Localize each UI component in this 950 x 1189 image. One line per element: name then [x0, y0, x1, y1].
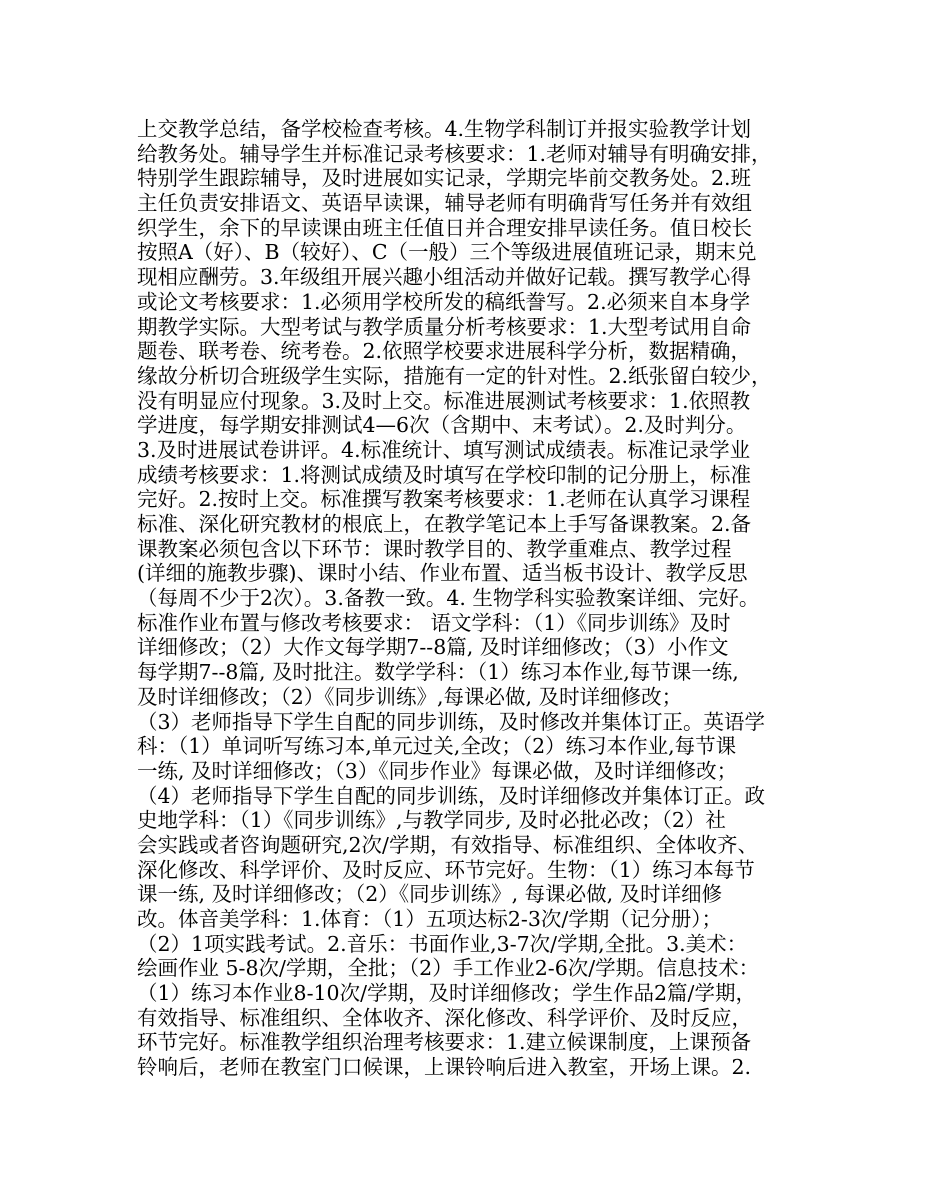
text-line: （2）1项实践考试。2.音乐：书面作业,3-7次/学期,全批。3.美术：: [137, 931, 748, 956]
text-line: 完好。2.按时上交。标准撰写教案考核要求：1.老师在认真学习课程: [137, 487, 751, 512]
document-body: [137, 117, 827, 1080]
text-line: 史地学科：（1）《同步训练》,与教学同步, 及时必批必改；（2）社: [137, 808, 726, 833]
text-line: 3.及时进展试卷讲评。4.标准统计、填写测试成绩表。标准记录学业: [137, 437, 751, 462]
text-line: 铃响后，老师在教室门口候课，上课铃响后进入教室，开场上课。2.: [137, 1055, 752, 1080]
text-line: 或论文考核要求：1.必须用学校所发的稿纸誊写。2.必须来自本身学: [137, 289, 751, 314]
text-line: 缘故分析切合班级学生实际，措施有一定的针对性。2.纸张留白较少，: [137, 363, 772, 388]
text-line: 绘画作业 5-8次/学期，全批；（2）手工作业2-6次/学期。信息技术：: [137, 956, 760, 981]
text-line: 课教案必须包含以下环节：课时教学目的、教学重难点、教学过程: [137, 536, 732, 561]
text-line: 标准、深化研究教材的根底上，在教学笔记本上手写备课教案。2.备: [137, 512, 752, 536]
text-line: (详细的施教步骤)、课时小结、作业布置、适当板书设计、教学反思: [137, 561, 748, 586]
text-line: 期教学实际。大型考试与教学质量分析考核要求：1.大型考试用自命: [137, 314, 752, 339]
text-line: 科：（1）单词听写练习本,单元过关,全改；（2）练习本作业,每节课: [137, 734, 737, 759]
text-line: 课一练, 及时详细修改；（2）《同步训练》, 每课必做, 及时详细修: [137, 882, 723, 907]
text-line: 一练, 及时详细修改；（3）《同步作业》每课必做，及时详细修改；: [137, 758, 738, 783]
text-line: 详细修改；（2）大作文每学期7--8篇, 及时详细修改；（3）小作文: [137, 635, 729, 660]
text-line: 织学生，余下的早读课由班主任值日并合理安排早读任务。值日校长: [137, 215, 752, 240]
text-line: 有效指导、标准组织、全体收齐、深化修改、科学评价、及时反应，: [137, 1005, 752, 1030]
text-line: 及时详细修改；（2）《同步训练》,每课必做, 及时详细修改；: [137, 684, 683, 709]
text-line: 给教务处。辅导学生并标准记录考核要求：1.老师对辅导有明确安排，: [137, 141, 772, 166]
text-line: 每学期7--8篇, 及时批注。数学学科：（1）练习本作业,每节课一练,: [137, 660, 739, 685]
text-line: （1）练习本作业8-10次/学期，及时详细修改；学生作品2篇/学期，: [137, 981, 756, 1006]
text-line: 学进度，每学期安排测试4—6次（含期中、末考试）。2.及时判分。: [137, 413, 747, 438]
text-line: 标准作业布置与修改考核要求： 语文学科：（1）《同步训练》及时: [137, 610, 731, 635]
text-line: （每周不少于2次）。3.备教一致。4. 生物学科实验教案详细、完好。: [137, 586, 760, 611]
text-line: 现相应酬劳。3.年级组开展兴趣小组活动并做好记载。撰写教学心得: [137, 265, 752, 290]
text-line: 深化修改、科学评价、及时反应、环节完好。生物：（1）练习本每节: [137, 857, 755, 882]
text-line: 改。体音美学科：1.体育：（1）五项达标2-3次/学期（记分册）；: [137, 907, 723, 931]
text-line: 没有明显应付现象。3.及时上交。标准进展测试考核要求：1.依照教: [137, 388, 751, 413]
text-line: 特别学生跟踪辅导，及时进展如实记录，学期完毕前交教务处。2.班: [137, 166, 752, 191]
text-line: 会实践或者咨询题研究,2次/学期，有效指导、标准组织、全体收齐、: [137, 832, 758, 857]
text-line: （3）老师指导下学生自配的同步训练，及时修改并集体订正。英语学: [137, 709, 766, 734]
text-line: 成绩考核要求：1.将测试成绩及时填写在学校印制的记分册上，标准: [137, 462, 752, 487]
text-line: （4）老师指导下学生自配的同步训练，及时详细修改并集体订正。政: [137, 783, 766, 808]
text-line: 题卷、联考卷、统考卷。2.依照学校要求进展科学分析，数据精确，: [137, 339, 752, 364]
text-line: 上交教学总结，备学校检查考核。4.生物学科制订并报实验教学计划: [137, 117, 752, 141]
text-line: 按照A（好）、B（较好）、C（一般）三个等级进展值班记录，期末兑: [137, 240, 757, 265]
text-line: 主任负责安排语文、英语早读课，辅导老师有明确背写任务并有效组: [137, 191, 752, 216]
text-line: 环节完好。标准教学组织治理考核要求：1.建立候课制度，上课预备: [137, 1030, 752, 1055]
